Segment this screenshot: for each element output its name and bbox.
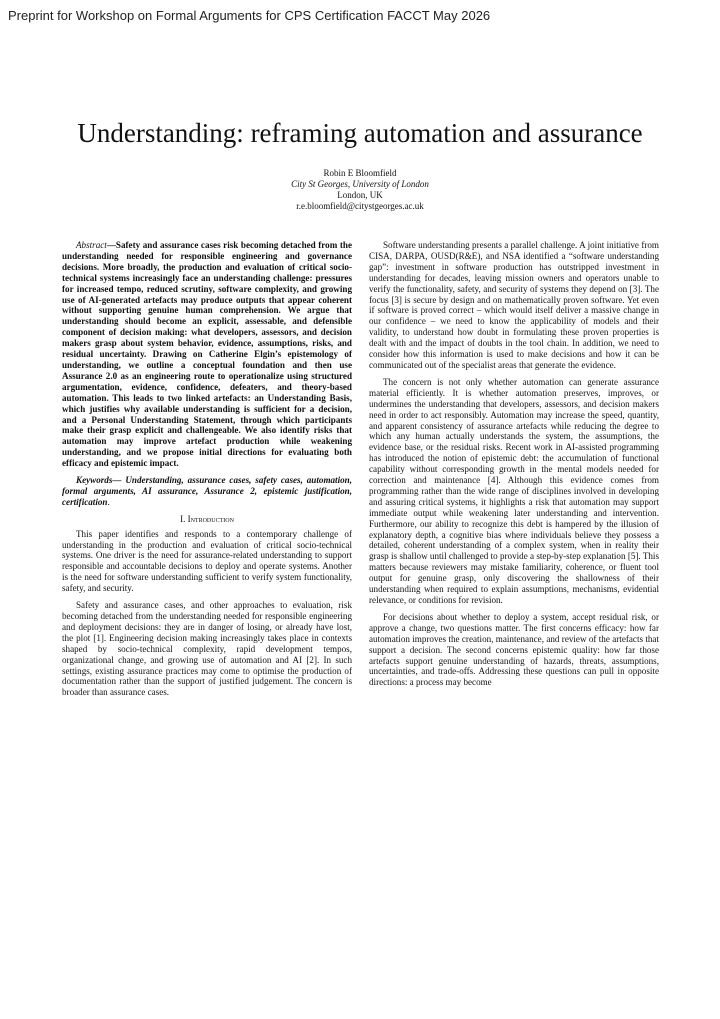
abstract-label: Abstract [76,240,107,250]
author-name: Robin E Bloomfield [323,168,397,178]
intro-paragraph-2: Safety and assurance cases, and other approaches to evaluation, risk becoming detached from the understanding needed for responsible engineering and deployment decisions: they are in danger of losing, or already have lost, the plot [1]. Engineering decision making increasingly takes place in contexts shaped by socio-technical complexity, rapid development tempos, organizational change, and growing use of automation and AI [2]. In such settings, existing assurance practices may come to optimise the production of documentation rather than the support of justified judgement. The concern is broader than assurance cases. [62,600,352,698]
right-paragraph-3: For decisions about whether to deploy a system, accept residual risk, or approve a change, two questions matter. The first concerns efficacy: how far automation improves the creation, maintenance, and review of the artefacts that support a decision. The second concerns epistemic quality: how far those artefacts support genuine understanding of hazards, threats, assumptions, uncertainties, and trade-offs. Addressing these questions can pull in opposite directions: a process may become [369,611,659,688]
intro-paragraph-1: This paper identifies and responds to a contemporary challenge of understanding in the production and evaluation of critical socio-technical systems. One driver is the need for assurance-related understanding to support responsible and accountable decisions to deploy and operate systems. Another is the need for software understanding sufficient to verify system functionality, safety, and security. [62,528,352,594]
author-email: r.e.bloomfield@citystgeorges.ac.uk [296,201,424,211]
abstract [62,240,352,469]
keywords-end: . [107,496,110,507]
left-column [62,240,352,704]
keywords-text: Understanding, assurance cases, safety cases, automation, formal arguments, AI assurance, Assurance 2, epistemic justification, certification [62,475,352,507]
preprint-header: Preprint for Workshop on Formal Arguments for CPS Certification FACCT May 2026 [8,8,491,23]
paper-title: Understanding: reframing automation and assurance [77,118,643,148]
right-column [369,240,659,694]
keywords-label: Keywords— [76,475,122,486]
author-block [0,168,720,212]
abstract-text: —Safety and assurance cases risk becoming detached from the understanding needed for responsible engineering and governance decisions. More broadly, the production and evaluation of critical socio-technical systems increasingly face an understanding challenge: pressures for increased tempo, reduced scrutiny, software complexity, and growing use of AI-generated artefacts may produce outputs that appear coherent without supporting genuine human comprehension. We argue that understanding should become an explicit, assessable, and defensible component of decision making: what developers, assessors, and decision makers grasp about system behavior, evidence, assumptions, risks, and residual uncertainty. Drawing on Catherine Elgin’s epistemology of understanding, we outline a conceptual foundation and then use Assurance 2.0 as an engineering route to operationalize using structured argumentation, evidence, confidence, defeaters, and theory-based automation. This leads to two linked artefacts: an Understanding Basis, which justifies why available understanding is sufficient for a decision, and a Personal Understanding Statement, through which participants make their grasp explicit and challengeable. We also identify risks that automation may improve artefact production while weakening understanding, and we propose initial directions for evaluating both efficacy and epistemic impact. [62,240,352,469]
keywords [62,475,352,508]
author-location: London, UK [337,190,383,200]
author-affiliation: City St Georges, University of London [291,179,429,189]
right-paragraph-2: The concern is not only whether automation can generate assurance material efficiently. It is whether automation preserves, improves, or undermines the understanding that developers, assessors, and decision makers need in order to act responsibly. Automation may increase the speed, quantity, and apparent consistency of assurance artefacts while reducing the degree to which any human actually understands the system, the assumptions, the evidence base, or the residual risks. Recent work in AI-assisted programming has introduced the notion of epistemic debt: the accumulation of functional capability without corresponding growth in the mental models needed for correction and maintenance [4]. Although this evidence comes from programming rather than the wide range of disciplines involved in developing and assuring critical systems, it highlights a risk that automation may support immediate output while weakening later understanding and intervention. Furthermore, our ability to recognize this debt is hampered by the illusion of explanatory depth, a cognitive bias where individuals believe they possess a detailed, coherent understanding of a complex system, when in reality their grasp is shallow until challenged to provide a step-by-step explanation [5]. This matters because reviewers may mistake familiarity, coherence, or fluent tool output for genuine grasp, only discovering the shallowness of their understanding when required to explain assumptions, mechanisms, evidential relevance, or conditions for revision. [369,376,659,605]
section-heading-introduction: I. Introduction [180,513,234,524]
right-paragraph-1: Software understanding presents a parallel challenge. A joint initiative from CISA, DARPA, OUSD(R&E), and NSA identified a “software understanding gap”: investment in software production has outstripped investment in understanding for decades, leaving mission owners and operators unable to verify the functionality, safety, and security of systems they depend on [3]. The focus [3] is secure by design and on mathematically proven software. Yet even if software is proved correct – which would itself deliver a massive change in our confidence – we need to know the applicability of models and their validity, to understand how doubt in formulating these proven properties is dealt with and the impact of doubts in the tool chain. In addition, we need to consider how this information is used to make decisions and how it can be communicated out of the specialist areas that generate the evidence. [369,240,659,370]
